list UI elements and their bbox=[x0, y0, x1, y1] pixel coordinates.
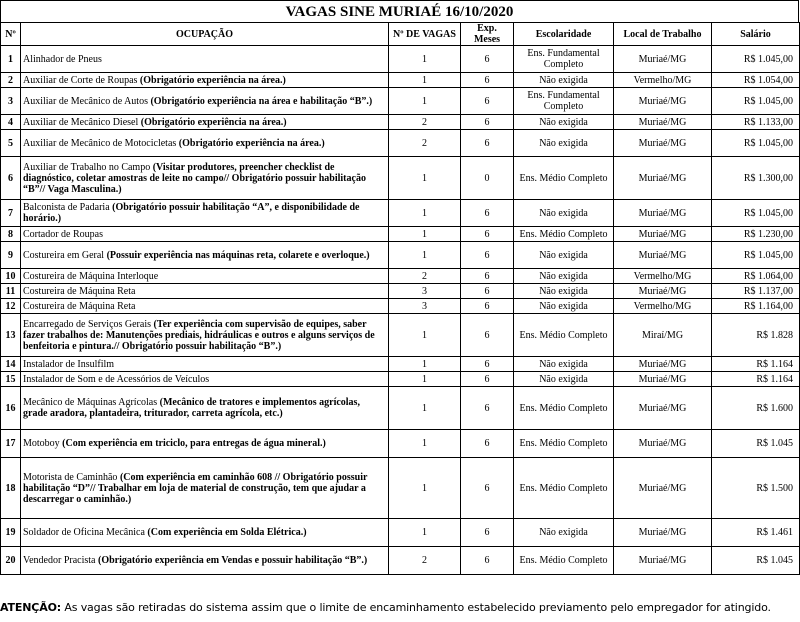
row-education: Não exigida bbox=[514, 284, 614, 299]
row-vacancies: 1 bbox=[389, 372, 461, 387]
row-education: Ens. Médio Completo bbox=[514, 458, 614, 519]
row-location: Vermelho/MG bbox=[614, 269, 712, 284]
table-row bbox=[1, 115, 800, 130]
row-occupation bbox=[21, 284, 389, 299]
row-experience: 6 bbox=[461, 458, 514, 519]
row-occupation bbox=[21, 519, 389, 547]
row-education: Ens. Médio Completo bbox=[514, 430, 614, 458]
row-experience: 6 bbox=[461, 314, 514, 357]
row-occupation bbox=[21, 314, 389, 357]
row-vacancies: 1 bbox=[389, 458, 461, 519]
table-row bbox=[1, 227, 800, 242]
row-location: Muriaé/MG bbox=[614, 519, 712, 547]
row-location: Vermelho/MG bbox=[614, 299, 712, 314]
row-experience: 6 bbox=[461, 46, 514, 73]
row-vacancies: 2 bbox=[389, 130, 461, 157]
occupation-requirements: (Obrigatório experiência na área.) bbox=[140, 116, 287, 128]
row-location: Muriaé/MG bbox=[614, 130, 712, 157]
row-location: Muriaé/MG bbox=[614, 88, 712, 115]
row-education: Não exigida bbox=[514, 73, 614, 88]
occupation-title: Mecânico de Máquinas Agrícolas bbox=[23, 397, 158, 408]
row-vacancies: 1 bbox=[389, 73, 461, 88]
row-num: 2 bbox=[1, 73, 21, 88]
occupation-requirements: (Com experiência em triciclo, para entregas de água mineral.) bbox=[62, 438, 326, 449]
row-experience: 6 bbox=[461, 519, 514, 547]
row-experience: 6 bbox=[461, 372, 514, 387]
header-occupation: OCUPAÇÃO bbox=[21, 23, 389, 46]
vacancies-table bbox=[0, 22, 800, 575]
row-salary: R$ 1.500 bbox=[712, 458, 800, 519]
row-vacancies: 2 bbox=[389, 269, 461, 284]
row-education: Ens. Fundamental Completo bbox=[514, 88, 614, 115]
table-row bbox=[1, 46, 800, 73]
row-location: Muriaé/MG bbox=[614, 115, 712, 130]
row-num: 14 bbox=[1, 357, 21, 372]
row-num: 1 bbox=[1, 46, 21, 73]
table-row bbox=[1, 387, 800, 430]
occupation-title: Auxiliar de Mecânico de Autos bbox=[23, 95, 148, 107]
header-location: Local de Trabalho bbox=[614, 23, 712, 46]
row-vacancies: 1 bbox=[389, 46, 461, 73]
row-experience: 6 bbox=[461, 88, 514, 115]
row-occupation bbox=[21, 73, 389, 88]
notice-footer bbox=[0, 599, 800, 621]
row-education: Não exigida bbox=[514, 372, 614, 387]
row-num: 18 bbox=[1, 458, 21, 519]
row-salary: R$ 1.054,00 bbox=[712, 73, 800, 88]
occupation-requirements: (Com experiência em caminhão 608 // Obrigatório possuir habilitação “D”// Trabalhar em loja de material de construção, tem que ajudar a descarregar o caminhão.) bbox=[23, 471, 368, 505]
table-row bbox=[1, 88, 800, 115]
occupation-title: Auxiliar de Mecânico Diesel bbox=[23, 116, 139, 128]
occupation-requirements: (Obrigatório experiência na área.) bbox=[178, 137, 325, 149]
row-num: 13 bbox=[1, 314, 21, 357]
occupation-requirements: (Possuir experiência nas máquinas reta, colarete e overloque.) bbox=[106, 249, 370, 261]
row-num: 11 bbox=[1, 284, 21, 299]
row-experience: 6 bbox=[461, 115, 514, 130]
occupation-requirements: (Ter experiência com supervisão de equipes, saber fazer trabalhos de: Manutenções prediais, hidráulicas e outros e alguns serviços de benfeitoria e pintura.// Obrigatório possuir habilitação “B”.) bbox=[23, 318, 375, 352]
row-experience: 6 bbox=[461, 242, 514, 269]
row-vacancies: 2 bbox=[389, 547, 461, 575]
row-occupation bbox=[21, 46, 389, 73]
row-education: Não exigida bbox=[514, 299, 614, 314]
row-salary: R$ 1.045,00 bbox=[712, 88, 800, 115]
occupation-requirements: (Visitar produtores, preencher checklist de diagnóstico, coletar amostras de leite no campo// Obrigatório possuir habilitação “B”// Vaga Masculina.) bbox=[23, 161, 366, 195]
row-num: 7 bbox=[1, 200, 21, 227]
row-experience: 6 bbox=[461, 130, 514, 157]
table-row bbox=[1, 299, 800, 314]
table-row bbox=[1, 519, 800, 547]
row-num: 12 bbox=[1, 299, 21, 314]
row-education: Ens. Médio Completo bbox=[514, 387, 614, 430]
occupation-title: Cortador de Roupas bbox=[23, 228, 103, 240]
row-salary: R$ 1.045 bbox=[712, 547, 800, 575]
table-row bbox=[1, 157, 800, 200]
row-num: 17 bbox=[1, 430, 21, 458]
row-experience: 6 bbox=[461, 357, 514, 372]
row-num: 6 bbox=[1, 157, 21, 200]
row-location: Muriaé/MG bbox=[614, 157, 712, 200]
row-vacancies: 1 bbox=[389, 200, 461, 227]
row-vacancies: 1 bbox=[389, 227, 461, 242]
row-vacancies: 1 bbox=[389, 357, 461, 372]
row-vacancies: 3 bbox=[389, 284, 461, 299]
occupation-title: Motorista de Caminhão bbox=[23, 471, 118, 483]
occupation-title: Alinhador de Pneus bbox=[23, 53, 102, 65]
row-experience: 6 bbox=[461, 73, 514, 88]
occupation-title: Costureira de Máquina Reta bbox=[23, 285, 136, 297]
occupation-requirements: (Obrigatório experiência em Vendas e possuir habilitação “B”.) bbox=[97, 555, 368, 566]
row-education: Não exigida bbox=[514, 115, 614, 130]
row-num: 19 bbox=[1, 519, 21, 547]
occupation-requirements: (Com experiência em Solda Elétrica.) bbox=[147, 527, 307, 538]
occupation-requirements: (Obrigatório experiência na área.) bbox=[139, 74, 286, 86]
header-experience: Exp. Meses bbox=[461, 23, 514, 46]
row-salary: R$ 1.133,00 bbox=[712, 115, 800, 130]
occupation-title: Auxiliar de Mecânico de Motocicletas bbox=[23, 137, 177, 149]
row-occupation bbox=[21, 88, 389, 115]
table-row bbox=[1, 269, 800, 284]
row-experience: 6 bbox=[461, 299, 514, 314]
row-education: Ens. Médio Completo bbox=[514, 547, 614, 575]
occupation-title: Balconista de Padaria bbox=[23, 202, 110, 213]
occupation-title: Costureira de Máquina Interloque bbox=[23, 270, 159, 282]
row-occupation bbox=[21, 430, 389, 458]
row-salary: R$ 1.045,00 bbox=[712, 242, 800, 269]
row-salary: R$ 1.045,00 bbox=[712, 200, 800, 227]
row-salary: R$ 1.828 bbox=[712, 314, 800, 357]
row-salary: R$ 1.045,00 bbox=[712, 130, 800, 157]
row-experience: 6 bbox=[461, 269, 514, 284]
row-occupation bbox=[21, 115, 389, 130]
occupation-title: Vendedor Pracista bbox=[23, 555, 96, 566]
header-num: Nº bbox=[1, 23, 21, 46]
row-occupation bbox=[21, 227, 389, 242]
table-row bbox=[1, 200, 800, 227]
row-salary: R$ 1.045 bbox=[712, 430, 800, 458]
row-num: 20 bbox=[1, 547, 21, 575]
row-experience: 6 bbox=[461, 200, 514, 227]
table-header-row bbox=[1, 23, 800, 46]
notice-text: As vagas são retiradas do sistema assim que o limite de encaminhamento estabelecido previamento pelo empregador for atingido. bbox=[64, 601, 771, 614]
row-vacancies: 1 bbox=[389, 314, 461, 357]
row-salary: R$ 1.164,00 bbox=[712, 299, 800, 314]
occupation-title: Encarregado de Serviços Gerais bbox=[23, 318, 151, 330]
row-location: Muriaé/MG bbox=[614, 46, 712, 73]
row-occupation bbox=[21, 547, 389, 575]
table-row bbox=[1, 430, 800, 458]
row-education: Não exigida bbox=[514, 130, 614, 157]
row-salary: R$ 1.461 bbox=[712, 519, 800, 547]
row-occupation bbox=[21, 458, 389, 519]
row-education: Não exigida bbox=[514, 242, 614, 269]
row-salary: R$ 1.164 bbox=[712, 357, 800, 372]
row-location: Muriaé/MG bbox=[614, 242, 712, 269]
occupation-title: Costureira de Máquina Reta bbox=[23, 300, 136, 312]
row-education: Não exigida bbox=[514, 200, 614, 227]
occupation-title: Soldador de Oficina Mecânica bbox=[23, 527, 145, 538]
row-location: Muriaé/MG bbox=[614, 372, 712, 387]
row-salary: R$ 1.064,00 bbox=[712, 269, 800, 284]
table-row bbox=[1, 242, 800, 269]
row-occupation bbox=[21, 269, 389, 284]
table-row bbox=[1, 73, 800, 88]
row-vacancies: 1 bbox=[389, 387, 461, 430]
occupation-title: Costureira em Geral bbox=[23, 249, 105, 261]
row-education: Não exigida bbox=[514, 357, 614, 372]
row-num: 8 bbox=[1, 227, 21, 242]
row-salary: R$ 1.300,00 bbox=[712, 157, 800, 200]
row-location: Muriaé/MG bbox=[614, 430, 712, 458]
row-occupation bbox=[21, 157, 389, 200]
row-num: 16 bbox=[1, 387, 21, 430]
row-vacancies: 1 bbox=[389, 519, 461, 547]
row-vacancies: 3 bbox=[389, 299, 461, 314]
row-education: Ens. Médio Completo bbox=[514, 227, 614, 242]
row-location: Muriaé/MG bbox=[614, 547, 712, 575]
row-salary: R$ 1.600 bbox=[712, 387, 800, 430]
row-vacancies: 2 bbox=[389, 115, 461, 130]
row-education: Ens. Médio Completo bbox=[514, 314, 614, 357]
occupation-requirements: (Obrigatório possuir habilitação “A”, e disponibilidade de horário.) bbox=[23, 202, 360, 224]
occupation-title: Instalador de Insulfilm bbox=[23, 358, 115, 370]
row-num: 10 bbox=[1, 269, 21, 284]
row-experience: 6 bbox=[461, 430, 514, 458]
row-education: Não exigida bbox=[514, 269, 614, 284]
row-occupation bbox=[21, 200, 389, 227]
row-location: Muriaé/MG bbox=[614, 284, 712, 299]
row-location: Muriaé/MG bbox=[614, 357, 712, 372]
row-experience: 0 bbox=[461, 157, 514, 200]
row-experience: 6 bbox=[461, 547, 514, 575]
row-experience: 6 bbox=[461, 227, 514, 242]
row-vacancies: 1 bbox=[389, 430, 461, 458]
table-row bbox=[1, 458, 800, 519]
row-num: 5 bbox=[1, 130, 21, 157]
occupation-title: Auxiliar de Corte de Roupas bbox=[23, 74, 138, 86]
row-salary: R$ 1.045,00 bbox=[712, 46, 800, 73]
row-education: Ens. Médio Completo bbox=[514, 157, 614, 200]
sheet-title: VAGAS SINE MURIAÉ 16/10/2020 bbox=[0, 0, 799, 22]
header-vacancies: Nº DE VAGAS bbox=[389, 23, 461, 46]
occupation-title: Instalador de Som e de Acessórios de Veículos bbox=[23, 373, 210, 385]
table-row bbox=[1, 372, 800, 387]
row-vacancies: 1 bbox=[389, 157, 461, 200]
row-education: Não exigida bbox=[514, 519, 614, 547]
row-occupation bbox=[21, 130, 389, 157]
row-location: Muriaé/MG bbox=[614, 200, 712, 227]
table-row bbox=[1, 547, 800, 575]
row-location: Vermelho/MG bbox=[614, 73, 712, 88]
occupation-requirements: (Mecânico de tratores e implementos agrícolas, grade aradora, plantadeira, triturador, carreta agrícola, etc.) bbox=[23, 397, 360, 419]
header-salary: Salário bbox=[712, 23, 800, 46]
occupation-requirements: (Obrigatório experiência na área e habilitação “B”.) bbox=[150, 95, 373, 107]
row-location: Muriaé/MG bbox=[614, 387, 712, 430]
occupation-title: Motoboy bbox=[23, 438, 60, 449]
row-salary: R$ 1.164 bbox=[712, 372, 800, 387]
row-location: Miraí/MG bbox=[614, 314, 712, 357]
table-row bbox=[1, 357, 800, 372]
row-occupation bbox=[21, 242, 389, 269]
occupation-title: Auxiliar de Trabalho no Campo bbox=[23, 161, 151, 173]
row-experience: 6 bbox=[461, 387, 514, 430]
row-location: Muriaé/MG bbox=[614, 227, 712, 242]
row-salary: R$ 1.230,00 bbox=[712, 227, 800, 242]
row-vacancies: 1 bbox=[389, 242, 461, 269]
table-row bbox=[1, 314, 800, 357]
table-row bbox=[1, 284, 800, 299]
row-num: 15 bbox=[1, 372, 21, 387]
row-salary: R$ 1.137,00 bbox=[712, 284, 800, 299]
row-occupation bbox=[21, 387, 389, 430]
row-num: 4 bbox=[1, 115, 21, 130]
row-education: Ens. Fundamental Completo bbox=[514, 46, 614, 73]
row-num: 9 bbox=[1, 242, 21, 269]
table-row bbox=[1, 130, 800, 157]
row-occupation bbox=[21, 372, 389, 387]
notice-label: ATENÇÃO: bbox=[0, 601, 62, 614]
header-education: Escolaridade bbox=[514, 23, 614, 46]
row-experience: 6 bbox=[461, 284, 514, 299]
row-num: 3 bbox=[1, 88, 21, 115]
row-occupation bbox=[21, 357, 389, 372]
row-occupation bbox=[21, 299, 389, 314]
row-location: Muriaé/MG bbox=[614, 458, 712, 519]
row-vacancies: 1 bbox=[389, 88, 461, 115]
